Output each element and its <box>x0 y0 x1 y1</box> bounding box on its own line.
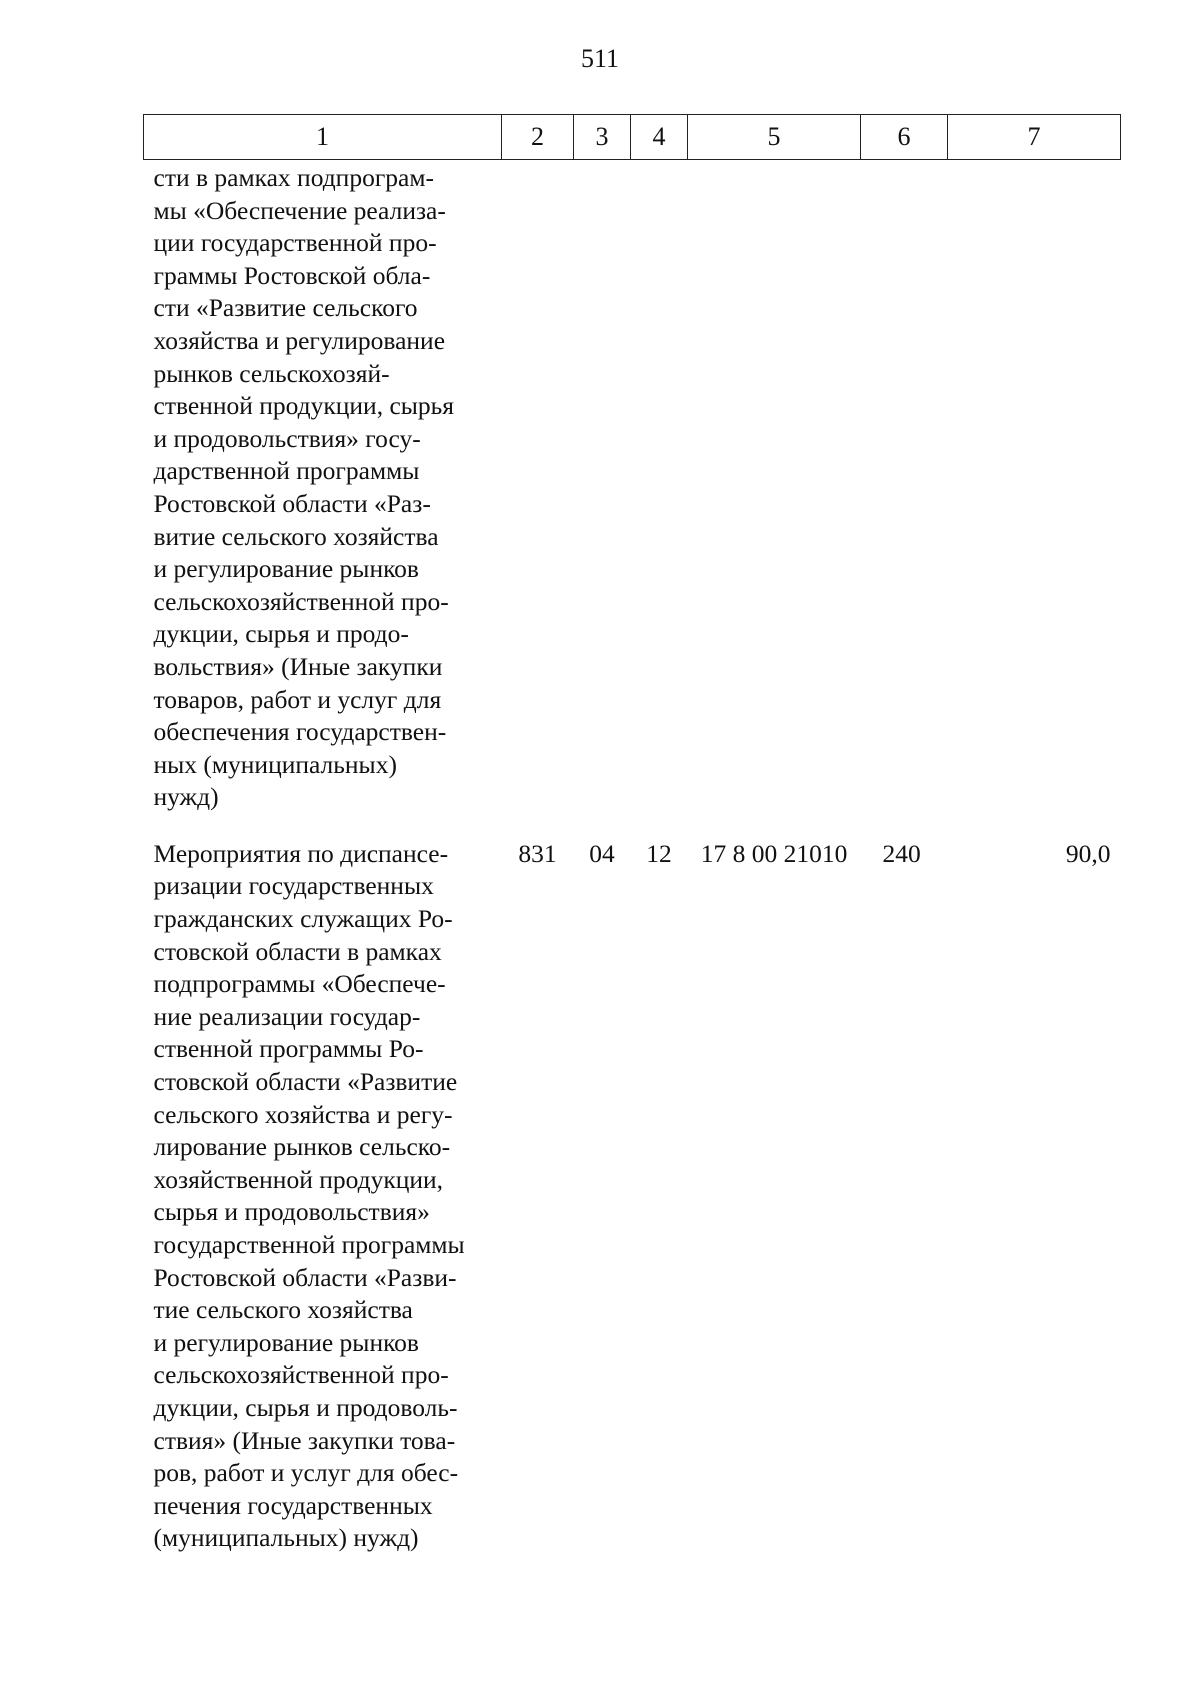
page-number: 511 <box>580 44 620 73</box>
budget-table <box>143 114 1121 1555</box>
row-col-2 <box>502 160 574 814</box>
header-col-2: 2 <box>502 115 574 160</box>
row-col-3: 04 <box>589 838 615 868</box>
header-col-4: 4 <box>631 115 688 160</box>
row-col-5 <box>688 160 861 814</box>
row-col-3 <box>574 160 631 814</box>
row-col-4 <box>631 160 688 814</box>
row-col-7 <box>948 160 1121 814</box>
header-col-1: 1 <box>144 115 502 160</box>
row-col-6: 240 <box>882 838 921 868</box>
header-col-5: 5 <box>688 115 861 160</box>
header-col-6: 6 <box>861 115 948 160</box>
row-col-2: 831 <box>518 838 557 868</box>
table-row <box>144 160 1121 814</box>
header-col-3: 3 <box>574 115 631 160</box>
row-col-6 <box>861 160 948 814</box>
row-description: Мероприятия по диспансе- ризации государственных гражданских служащих Ро- стовской области в рамках подпрограммы «Обеспече- ние реализации государ- ственной программы Ро- стовской области «Развитие сельского хозяйства и регу- лирование рынков сельско- хозяйственной продукции, сырья и продовольствия» государственной программы Ростовской области «Разви- тие сельского хозяйства и регулирование рынков сельскохозяйственной про- дукции, сырья и продоволь- ствия» (Иные закупки това- ров, работ и услуг для обес- печения государственных (муниципальных) нужд) <box>153 838 465 1553</box>
header-col-7: 7 <box>948 115 1121 160</box>
table-row <box>144 814 1121 1555</box>
row-description: сти в рамках подпрограм- мы «Обеспечение реализа- ции государственной про- граммы Ростовской обла- сти «Развитие сельского хозяйства и регулирование рынков сельскохозяй- ственной продукции, сырья и продовольствия» госу- дарственной программы Ростовской области «Раз- витие сельского хозяйства и регулирование рынков сельскохозяйственной про- дукции, сырья и продо- вольствия» (Иные закупки товаров, работ и услуг для обеспечения государствен- ных (муниципальных) нужд) <box>153 163 455 812</box>
table-header-row <box>144 115 1121 160</box>
row-col-4: 12 <box>646 838 672 868</box>
row-col-5: 17 8 00 21010 <box>700 838 848 868</box>
row-col-7: 90,0 <box>1065 838 1111 868</box>
